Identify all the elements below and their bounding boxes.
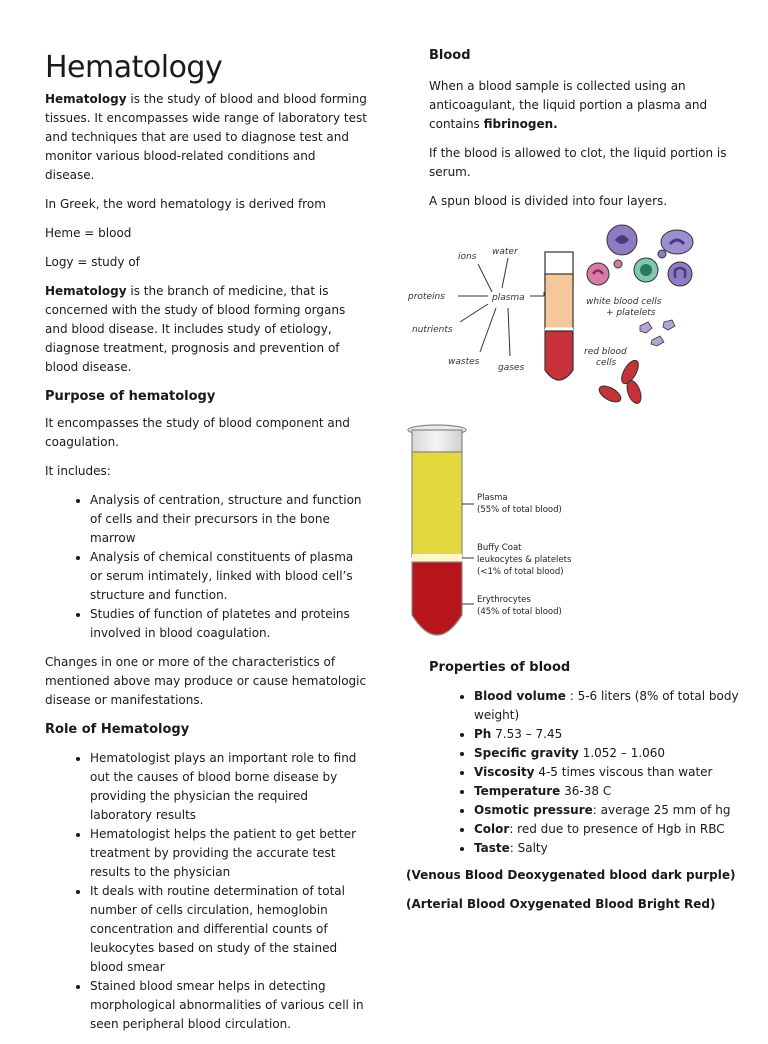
property-key: Taste — [474, 841, 510, 855]
erythrocytes-label: Erythrocytes — [477, 595, 531, 605]
property-item — [474, 687, 746, 725]
property-item — [474, 820, 746, 839]
diagram-label-gases: gases — [498, 363, 525, 373]
buffy-label: Buffy Coat — [477, 543, 522, 553]
property-key: Blood volume — [474, 689, 566, 703]
list-item: • Hematologist plays an important role to find out the causes of blood borne disease by providing the physician the required laboratory results — [90, 749, 367, 825]
diagram-label-rbc-cells: cells — [596, 358, 617, 368]
property-value: : Salty — [509, 841, 548, 855]
diagram-label-plasma: plasma — [492, 293, 525, 303]
property-value: 1.052 – 1.060 — [578, 746, 666, 760]
property-item — [474, 782, 746, 801]
changes-paragraph: Changes in one or more of the characteristics of mentioned above may produce or cause hematologic disease or manifestations. — [45, 655, 367, 707]
branch-text: is the branch of medicine, that is concerned with the study of blood forming organs and blood disease. It includes study of etiology, diagnose treatment, prognosis and prevention of blood disease. — [45, 284, 346, 374]
intro-bold: Hematology — [45, 92, 127, 106]
list-item: • Hematologist helps the patient to get better treatment by providing the accurate test results to the physician — [90, 825, 367, 882]
plasma-percent: (55% of total blood) — [477, 505, 562, 515]
diagram-label-ions: ions — [458, 252, 477, 262]
venous-note: (Venous Blood Deoxygenated blood dark purple) — [406, 868, 736, 882]
fibrinogen-bold: fibrinogen. — [483, 117, 558, 131]
intro-paragraph — [45, 90, 367, 185]
buffy-percent: (<1% of total blood) — [477, 567, 564, 577]
property-value: 4-5 times viscous than water — [534, 765, 713, 779]
property-value: : average 25 mm of hg — [592, 803, 731, 817]
plasma-label: Plasma — [477, 493, 508, 503]
white-blood-cells — [587, 225, 693, 286]
label-pointers — [462, 504, 474, 604]
property-item — [474, 801, 746, 820]
property-key: Color — [474, 822, 510, 836]
blood-heading: Blood — [429, 48, 471, 63]
includes-label: It includes: — [45, 464, 111, 478]
diagram-label-platelets: + platelets — [606, 308, 656, 318]
role-list — [45, 749, 367, 1034]
list-item: • Studies of function of platetes and proteins involved in blood coagulation. — [90, 605, 367, 643]
property-value: 7.53 – 7.45 — [491, 727, 563, 741]
blood-paragraph-3: A spun blood is divided into four layers. — [429, 194, 668, 208]
purpose-heading: Purpose of hematology — [45, 389, 216, 404]
heme-line: Heme = blood — [45, 226, 132, 240]
diagram-label-nutrients: nutrients — [412, 325, 453, 335]
logy-line: Logy = study of — [45, 255, 140, 269]
blood-paragraph-2: If the blood is allowed to clot, the liquid portion is serum. — [429, 146, 727, 179]
list-item: • It deals with routine determination of total number of cells circulation, hemoglobin concentration and differential counts of leukocytes based on study of the stained blood smear — [90, 882, 367, 977]
property-item — [474, 744, 746, 763]
intro-text: is the study of blood and blood forming tissues. It encompasses wide range of laboratory test and techniques that are used to diagnose test and monitor various blood-related conditions and disease. — [45, 92, 367, 182]
diagram-label-water: water — [492, 247, 518, 257]
list-item: • Analysis of chemical constituents of plasma or serum intimately, linked with blood cell’s structure and function. — [90, 548, 367, 605]
right-column — [429, 48, 729, 221]
property-item — [474, 725, 746, 744]
blood-paragraph-1 — [429, 77, 729, 134]
list-item: • Stained blood smear helps in detecting morphological abnormalities of various cell in seen peripheral blood circulation. — [90, 977, 367, 1034]
buffy-sub: leukocytes & platelets — [477, 555, 572, 565]
spun-blood-diagram — [400, 420, 600, 645]
property-value: : 5-6 liters (8% of total body weight) — [474, 689, 739, 722]
property-value: : red due to presence of Hgb in RBC — [509, 822, 725, 836]
diagram-label-wbc: white blood cells — [586, 297, 662, 307]
page-title: Hematology — [45, 50, 223, 85]
property-item — [474, 763, 746, 782]
platelets — [640, 320, 675, 346]
properties-list — [406, 687, 746, 858]
diagram-label-rbc: red blood — [584, 347, 627, 357]
property-item — [474, 839, 746, 858]
plasma-arrows — [458, 258, 544, 356]
branch-bold: Hematology — [45, 284, 127, 298]
diagram-label-proteins: proteins — [408, 292, 445, 302]
includes-list — [45, 491, 367, 643]
property-key: Viscosity — [474, 765, 535, 779]
list-item: • Analysis of centration, structure and function of cells and their precursors in the bone marrow — [90, 491, 367, 548]
property-key: Temperature — [474, 784, 561, 798]
role-heading: Role of Hematology — [45, 722, 190, 737]
blood-components-diagram — [400, 222, 710, 410]
greek-paragraph: In Greek, the word hematology is derived from — [45, 197, 326, 211]
erythrocytes-percent: (45% of total blood) — [477, 607, 562, 617]
left-column — [45, 50, 367, 1044]
test-tube — [408, 425, 466, 635]
hand-test-tube — [545, 252, 573, 380]
branch-paragraph — [45, 282, 367, 377]
property-key: Ph — [474, 727, 492, 741]
arterial-note: (Arterial Blood Oxygenated Blood Bright Red) — [406, 897, 716, 911]
diagram-label-wastes: wastes — [448, 357, 480, 367]
property-key: Osmotic pressure — [474, 803, 593, 817]
properties-section — [406, 660, 746, 914]
blood-p1-text: When a blood sample is collected using an anticoagulant, the liquid portion a plasma and contains — [429, 79, 708, 131]
property-value: 36-38 C — [560, 784, 612, 798]
properties-heading: Properties of blood — [429, 660, 571, 675]
purpose-paragraph: It encompasses the study of blood component and coagulation. — [45, 416, 350, 449]
property-key: Specific gravity — [474, 746, 579, 760]
